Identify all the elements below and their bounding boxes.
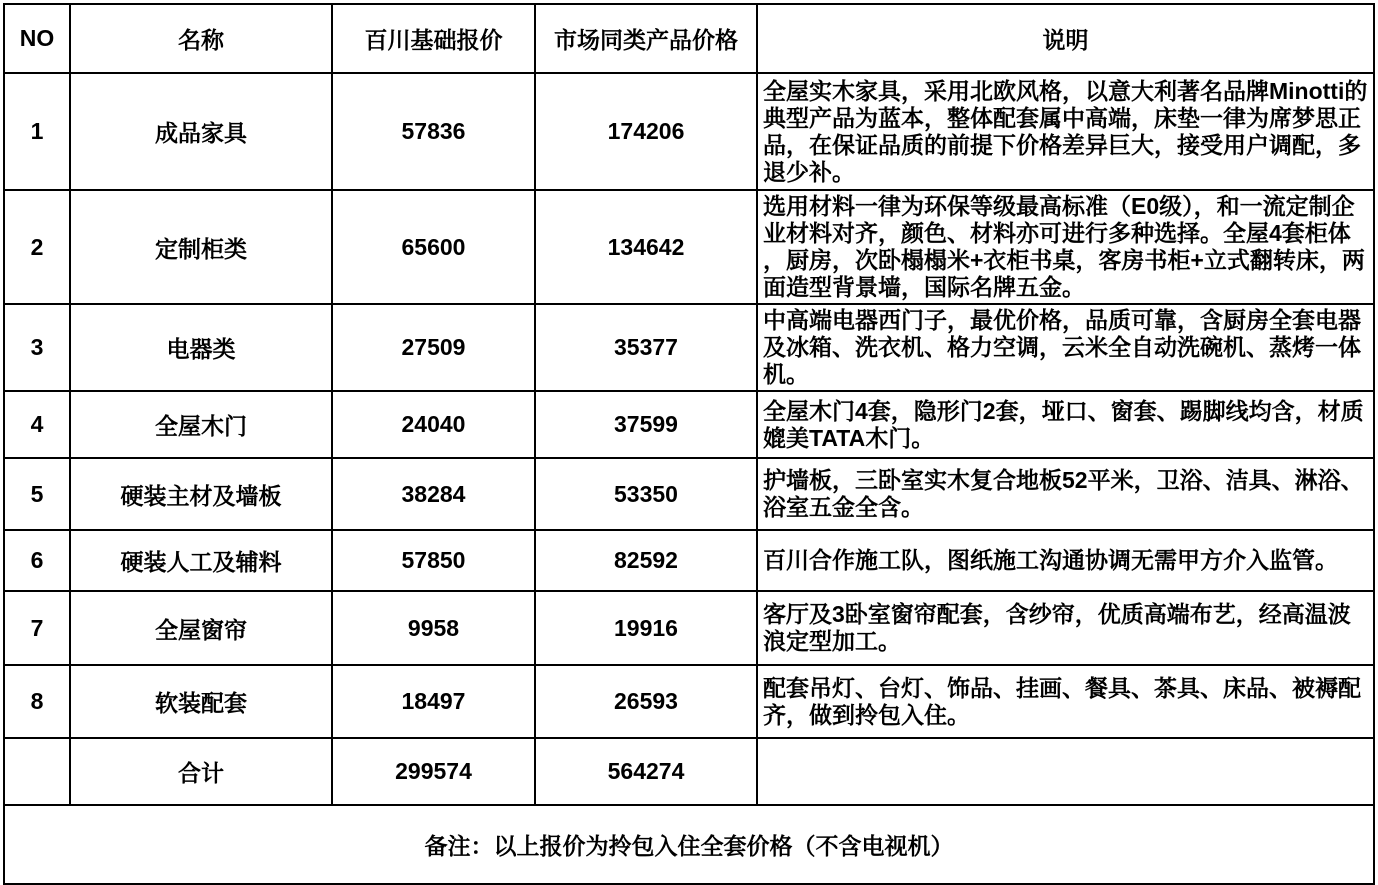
cell-description: 全屋实木家具，采用北欧风格，以意大利著名品牌Minotti的典型产品为蓝本，整体配套属中高端，床垫一律为席梦思正品，在保证品质的前提下价格差异巨大，接受用户调配，多退少补。: [757, 73, 1374, 190]
cell-base-price: 57836: [332, 73, 535, 190]
cell-base-price: 9958: [332, 591, 535, 665]
cell-market-price: 19916: [535, 591, 757, 665]
cell-no: 8: [4, 665, 70, 738]
cell-description: 选用材料一律为环保等级最高标准（E0级），和一流定制企业材料对齐，颜色、材料亦可进行多种选择。全屋4套柜体，厨房，次卧榻榻米+衣柜书桌，客房书柜+立式翻转床，两面造型背景墙，国际名牌五金。: [757, 190, 1374, 304]
total-cell-no-empty: [4, 738, 70, 805]
total-market-price: 564274: [535, 738, 757, 805]
header-cell-no: NO: [4, 4, 70, 73]
cell-description: 客厅及3卧室窗帘配套，含纱帘，优质高端布艺，经高温波浪定型加工。: [757, 591, 1374, 665]
table-row: [4, 304, 1374, 391]
cell-name: 全屋窗帘: [70, 591, 332, 665]
cell-name: 成品家具: [70, 73, 332, 190]
cell-base-price: 57850: [332, 530, 535, 591]
cell-base-price: 65600: [332, 190, 535, 304]
cell-name: 硬装主材及墙板: [70, 458, 332, 530]
cell-market-price: 37599: [535, 391, 757, 458]
table-row: [4, 530, 1374, 591]
table-row: [4, 665, 1374, 738]
header-cell-description: 说明: [757, 4, 1374, 73]
note-row: [4, 805, 1374, 884]
cell-no: 2: [4, 190, 70, 304]
cell-name: 定制柜类: [70, 190, 332, 304]
cell-market-price: 26593: [535, 665, 757, 738]
table-row: [4, 190, 1374, 304]
total-base-price: 299574: [332, 738, 535, 805]
cell-market-price: 35377: [535, 304, 757, 391]
table-row: [4, 458, 1374, 530]
cell-description: 全屋木门4套，隐形门2套，垭口、窗套、踢脚线均含，材质媲美TATA木门。: [757, 391, 1374, 458]
cell-description: 护墙板，三卧室实木复合地板52平米，卫浴、洁具、淋浴、浴室五金全含。: [757, 458, 1374, 530]
cell-no: 4: [4, 391, 70, 458]
quotation-table: [3, 3, 1375, 885]
cell-base-price: 38284: [332, 458, 535, 530]
cell-no: 5: [4, 458, 70, 530]
cell-market-price: 134642: [535, 190, 757, 304]
cell-no: 3: [4, 304, 70, 391]
total-label: 合计: [70, 738, 332, 805]
total-row: [4, 738, 1374, 805]
cell-description: 配套吊灯、台灯、饰品、挂画、餐具、茶具、床品、被褥配齐，做到拎包入住。: [757, 665, 1374, 738]
cell-name: 硬装人工及辅料: [70, 530, 332, 591]
cell-name: 软装配套: [70, 665, 332, 738]
cell-no: 7: [4, 591, 70, 665]
total-cell-description-empty: [757, 738, 1374, 805]
cell-market-price: 174206: [535, 73, 757, 190]
table-row: [4, 591, 1374, 665]
cell-market-price: 82592: [535, 530, 757, 591]
cell-description: 中高端电器西门子，最优价格，品质可靠，含厨房全套电器及冰箱、洗衣机、格力空调，云米全自动洗碗机、蒸烤一体机。: [757, 304, 1374, 391]
cell-description: 百川合作施工队，图纸施工沟通协调无需甲方介入监管。: [757, 530, 1374, 591]
table-row: [4, 391, 1374, 458]
header-cell-base-price: 百川基础报价: [332, 4, 535, 73]
cell-market-price: 53350: [535, 458, 757, 530]
cell-base-price: 27509: [332, 304, 535, 391]
header-cell-market-price: 市场同类产品价格: [535, 4, 757, 73]
cell-no: 1: [4, 73, 70, 190]
cell-base-price: 24040: [332, 391, 535, 458]
table-row: [4, 73, 1374, 190]
cell-no: 6: [4, 530, 70, 591]
header-cell-name: 名称: [70, 4, 332, 73]
table-header-row: [4, 4, 1374, 73]
cell-name: 全屋木门: [70, 391, 332, 458]
cell-base-price: 18497: [332, 665, 535, 738]
cell-name: 电器类: [70, 304, 332, 391]
note-text: 备注：以上报价为拎包入住全套价格（不含电视机）: [4, 805, 1374, 884]
